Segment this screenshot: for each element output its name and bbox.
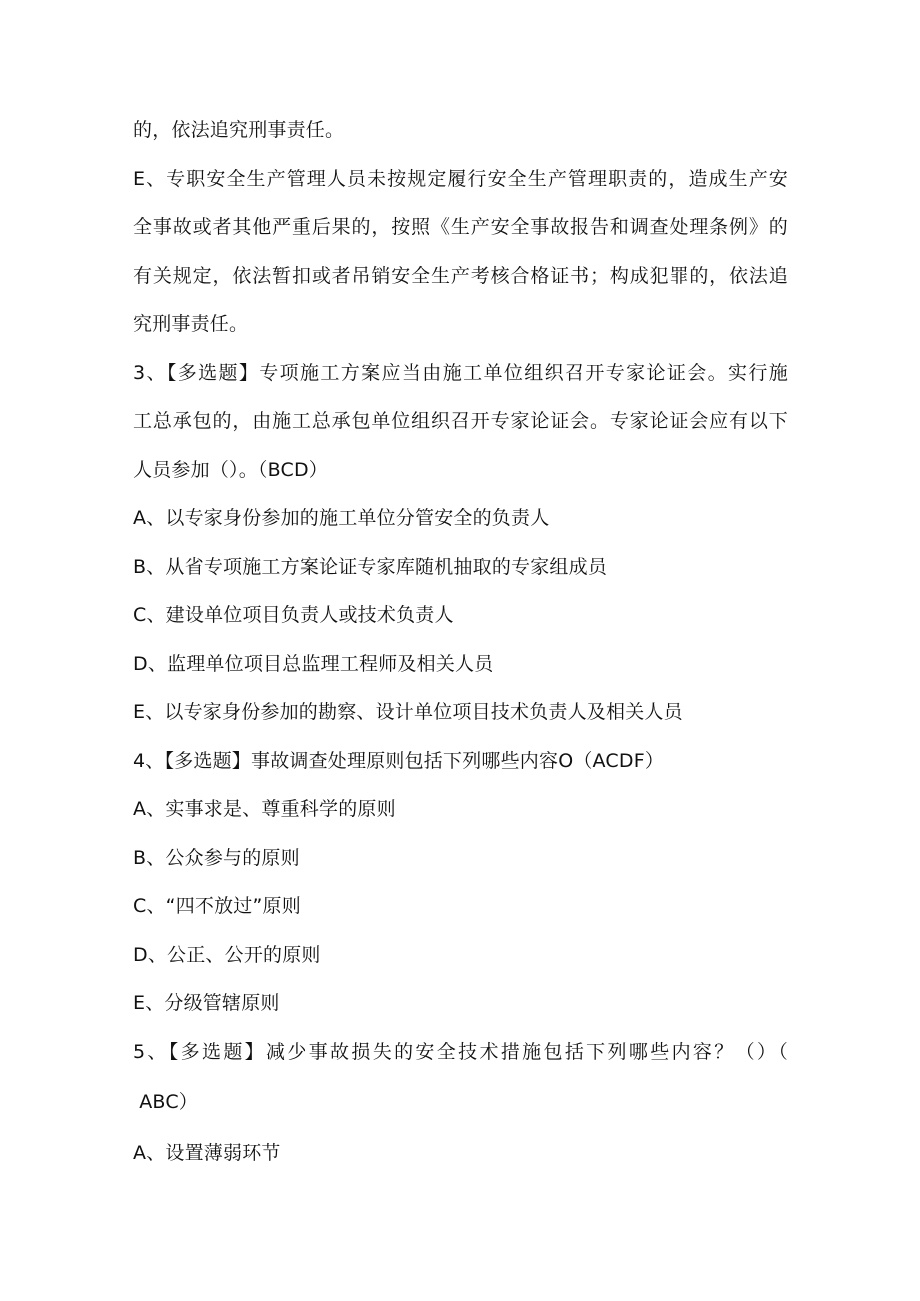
question-3-option-b: B、从省专项施工方案论证专家库随机抽取的专家组成员	[133, 556, 608, 578]
question-3-line-1: 3、【多选题】专项施工方案应当由施工单位组织召开专家论证会。实行施	[133, 362, 788, 384]
question-4-option-b: B、公众参与的原则	[133, 847, 300, 869]
question-5-line-2: ABC）	[133, 1091, 199, 1113]
question-4-option-a: A、实事求是、尊重科学的原则	[133, 798, 396, 820]
text-line-2: E、专职安全生产管理人员未按规定履行安全生产管理职责的，造成生产安	[133, 168, 788, 190]
question-3-option-d: D、监理单位项目总监理工程师及相关人员	[133, 653, 494, 675]
question-3-option-a: A、以专家身份参加的施工单位分管安全的负责人	[133, 507, 550, 529]
question-5-option-a: A、设置薄弱环节	[133, 1142, 281, 1164]
question-3-option-e: E、以专家身份参加的勘察、设计单位项目技术负责人及相关人员	[133, 701, 683, 723]
question-5-line-1: 5、【多选题】减少事故损失的安全技术措施包括下列哪些内容？（）（	[133, 1041, 788, 1063]
text-line-4: 有关规定，依法暂扣或者吊销安全生产考核合格证书；构成犯罪的，依法追	[133, 265, 788, 287]
text-line-3: 全事故或者其他严重后果的，按照《生产安全事故报告和调查处理条例》的	[133, 216, 788, 238]
question-3-line-2: 工总承包的，由施工总承包单位组织召开专家论证会。专家论证会应有以下	[133, 410, 788, 432]
question-4-option-e: E、分级管辖原则	[133, 992, 280, 1014]
question-4-option-c: C、“四不放过”原则	[133, 895, 301, 917]
text-line-5: 究刑事责任。	[133, 313, 249, 335]
question-3-line-3: 人员参加（）。（BCD）	[133, 459, 328, 481]
question-4-line-1: 4、【多选题】事故调查处理原则包括下列哪些内容O（ACDF）	[133, 750, 665, 772]
question-4-option-d: D、公正、公开的原则	[133, 944, 321, 966]
question-3-option-c: C、建设单位项目负责人或技术负责人	[133, 604, 454, 626]
text-line-1: 的，依法追究刑事责任。	[133, 119, 345, 141]
